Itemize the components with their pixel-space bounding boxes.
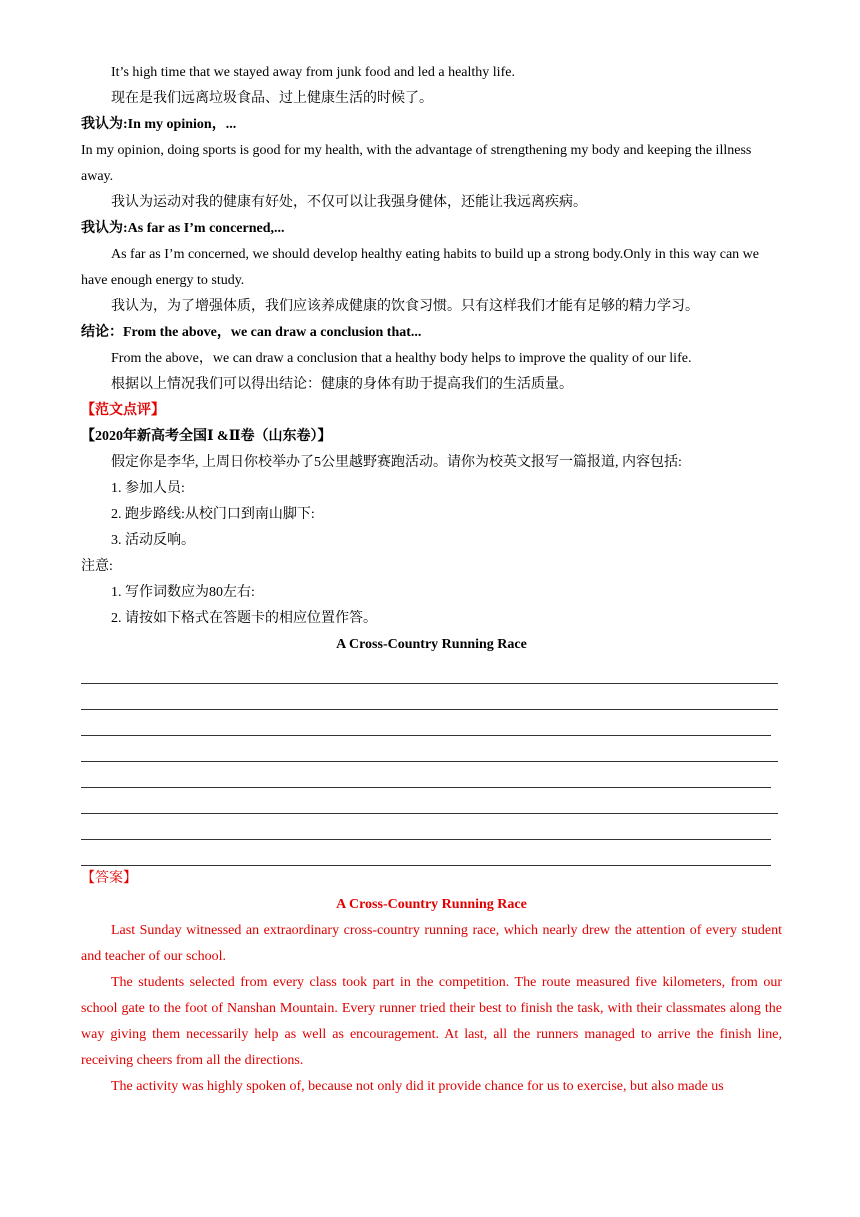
answer-label: 【答案】 (81, 871, 137, 886)
task-item: 2. 跑步路线:从校门口到南山脚下: (111, 507, 315, 522)
example-sentence-zh: 我认为运动对我的健康有好处，不仅可以让我强身健体，还能让我远离疾病。 (111, 195, 587, 210)
example-sentence-zh: 我认为，为了增强体质，我们应该养成健康的饮食习惯。只有这样我们才能有足够的精力学习。 (111, 299, 699, 314)
exam-title: 【2020年新高考全国Ⅰ &Ⅱ卷（山东卷）】 (81, 429, 332, 444)
example-sentence-zh: 根据以上情况我们可以得出结论：健康的身体有助于提高我们的生活质量。 (111, 377, 573, 392)
essay-title: A Cross-Country Running Race (336, 637, 527, 652)
note-item: 1. 写作词数应为80左右: (111, 585, 255, 600)
answer-title: A Cross-Country Running Race (336, 897, 527, 912)
answer-line (81, 684, 778, 710)
answer-line (81, 658, 778, 684)
phrase-heading: 结论：From the above，we can draw a conclusion that... (81, 325, 422, 340)
note-label: 注意: (81, 559, 113, 574)
answer-line (81, 840, 771, 866)
answer-line (81, 710, 771, 736)
task-item: 3. 活动反响。 (111, 533, 195, 548)
phrase-heading: 我认为:In my opinion，... (81, 117, 237, 132)
phrase-heading: 我认为:As far as I’m concerned,... (81, 221, 285, 236)
answer-line (81, 762, 771, 788)
review-label: 【范文点评】 (81, 403, 165, 418)
answer-paragraph: Last Sunday witnessed an extraordinary cross-country running race, which nearly drew the attention of every student and teacher of our school. (81, 923, 782, 964)
task-intro: 假定你是李华, 上周日你校举办了5公里越野赛跑活动。请你为校英文报写一篇报道, 内容包括: (111, 455, 682, 470)
example-sentence-en: In my opinion, doing sports is good for my health, with the advantage of strengthening my body and keeping the illness away. (81, 143, 752, 184)
answer-lines (81, 658, 782, 866)
example-sentence-en: It’s high time that we stayed away from junk food and led a healthy life. (111, 65, 515, 80)
example-sentence-en: From the above，we can draw a conclusion that a healthy body helps to improve the quality of our life. (111, 351, 692, 366)
answer-paragraph: The students selected from every class took part in the competition. The route measured five kilometers, from our school gate to the foot of Nanshan Mountain. Every runner tried their best to finish the task, with their classmates along the way giving them necessarily help as well as encouragement. At last, all the runners managed to arrive the finish line, receiving cheers from all the directions. (81, 975, 782, 1068)
document-page (81, 60, 782, 1100)
example-sentence-en: As far as I’m concerned, we should develop healthy eating habits to build up a strong body.Only in this way can we have enough energy to study. (81, 247, 759, 288)
example-sentence-zh: 现在是我们远离垃圾食品、过上健康生活的时候了。 (111, 91, 433, 106)
task-item: 1. 参加人员: (111, 481, 185, 496)
answer-paragraph: The activity was highly spoken of, because not only did it provide chance for us to exercise, but also made us (111, 1079, 724, 1094)
answer-line (81, 736, 778, 762)
note-item: 2. 请按如下格式在答题卡的相应位置作答。 (111, 611, 377, 626)
answer-line (81, 788, 778, 814)
answer-line (81, 814, 771, 840)
